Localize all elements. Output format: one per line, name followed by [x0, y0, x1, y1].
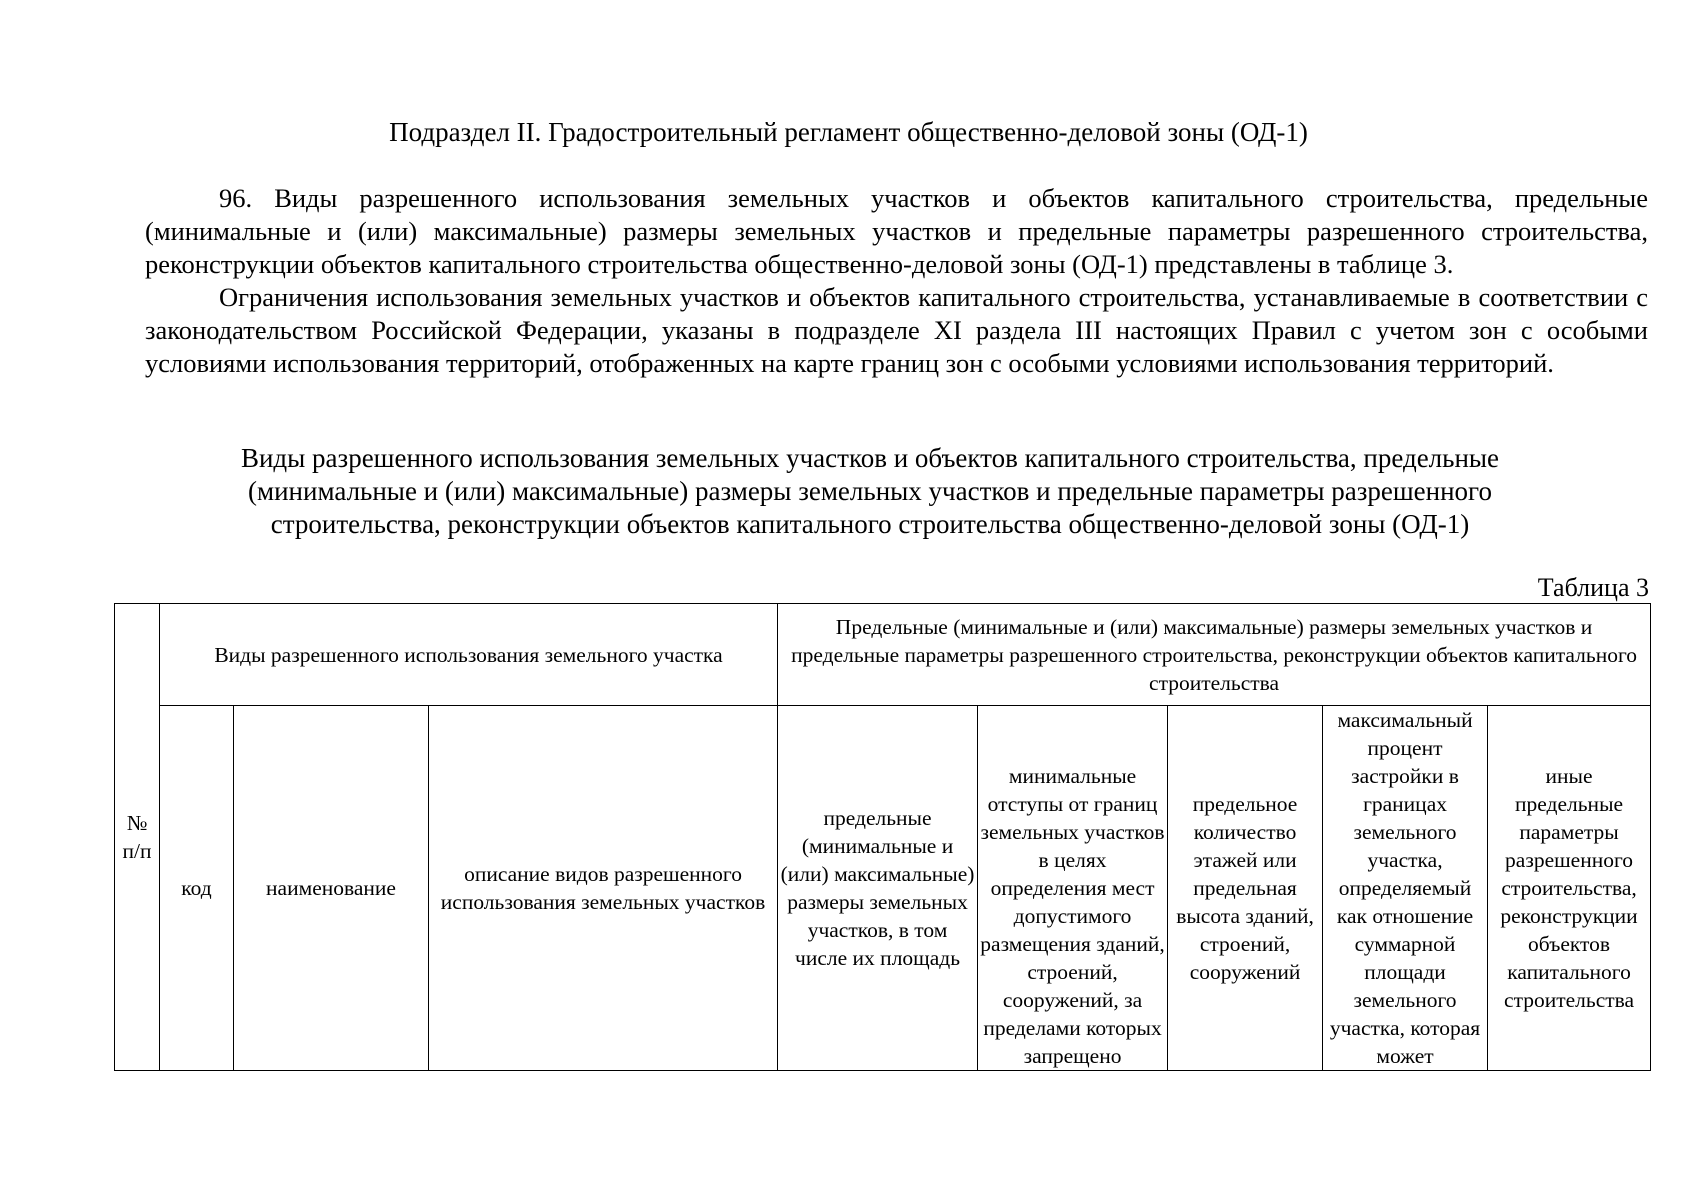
- body-text: [145, 182, 1648, 380]
- header-number: № п/п: [115, 604, 160, 1071]
- header-coverage: максимальный процент застройки в границах земельного участка, определяемый как отношение суммарной площади земельного участка, которая может: [1323, 706, 1488, 1071]
- paragraph-96: 96. Виды разрешенного использования земельных участков и объектов капитального строительства, предельные (минимальные и (или) максимальные) размеры земельных участков и предельные параметры разрешенного строительства, реконструкции объектов капитального строительства общественно-деловой зоны (ОД-1) представлены в таблице 3.: [145, 183, 1648, 279]
- table-label: Таблица 3: [1537, 573, 1649, 602]
- table-caption: Виды разрешенного использования земельных участков и объектов капитального строительства, предельные (минимальные и (или) максимальные) размеры земельных участков и предельные параметры разрешенного строительства, реконструкции объектов капитального строительства общественно-деловой зоны (ОД-1): [240, 443, 1500, 539]
- subsection-title: Подраздел II. Градостроительный регламент общественно-деловой зоны (ОД-1): [389, 117, 1308, 147]
- paragraph-restrictions: Ограничения использования земельных участков и объектов капитального строительства, устанавливаемые в соответствии с законодательством Российской Федерации, указаны в подразделе XI раздела III настоящих Правил с учетом зон с особыми условиями использования территорий, отображенных на карте границ зон с особыми условиями использования территорий.: [145, 282, 1648, 378]
- header-plot-size: предельные (минимальные и (или) максимальные) размеры земельных участков, в том числе их площадь: [778, 706, 978, 1071]
- header-group-use: Виды разрешенного использования земельного участка: [160, 604, 778, 706]
- header-description: описание видов разрешенного использования земельных участков: [429, 706, 778, 1071]
- header-name: наименование: [234, 706, 429, 1071]
- header-code: код: [160, 706, 234, 1071]
- header-other: иные предельные параметры разрешенного строительства, реконструкции объектов капитального строительства: [1488, 706, 1651, 1071]
- header-setbacks: минимальные отступы от границ земельных участков в целях определения мест допустимого размещения зданий, строений, сооружений, за пределами которых запрещено: [978, 706, 1168, 1071]
- table-header: [115, 604, 1651, 1071]
- regulations-table: [114, 603, 1651, 1071]
- header-group-limits: Предельные (минимальные и (или) максимальные) размеры земельных участков и предельные параметры разрешенного строительства, реконструкции объектов капитального строительства: [778, 604, 1651, 706]
- header-floors: предельное количество этажей или предельная высота зданий, строений, сооружений: [1168, 706, 1323, 1071]
